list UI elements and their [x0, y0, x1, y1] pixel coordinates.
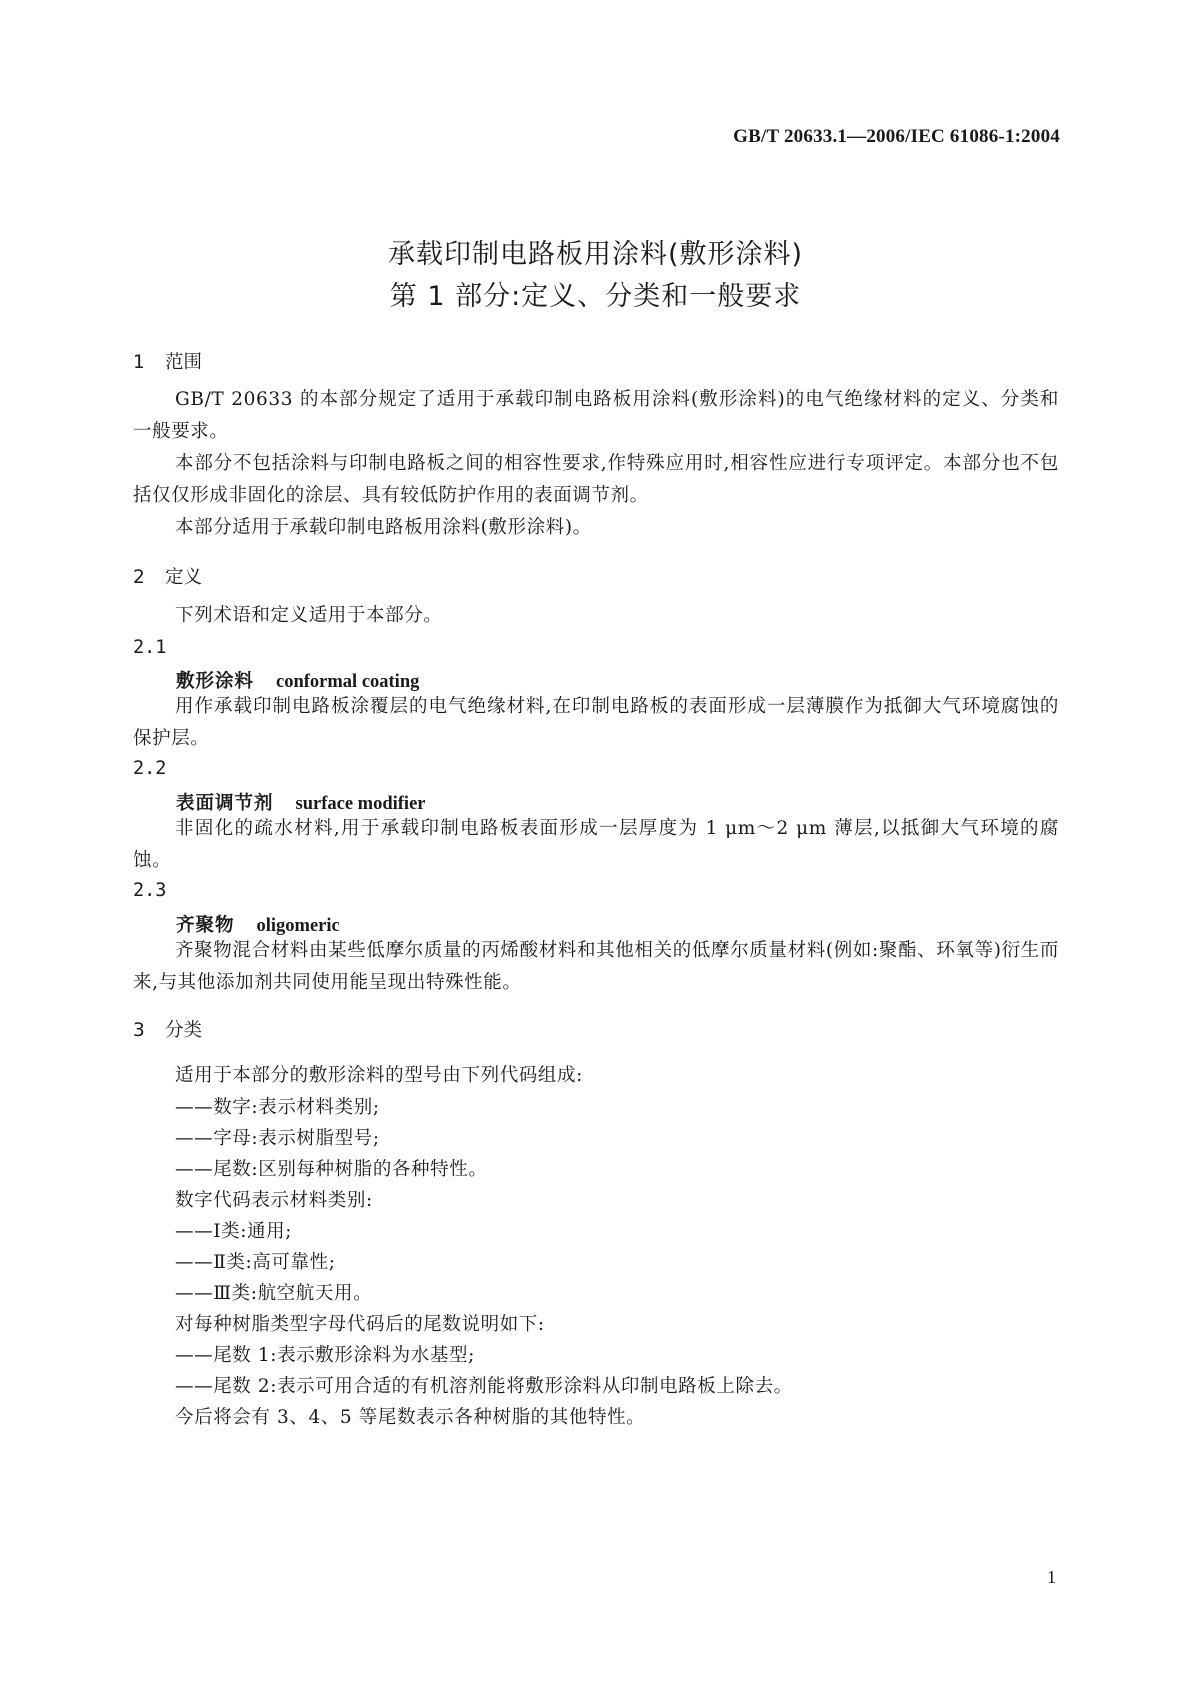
term-english: conformal coating	[276, 672, 420, 692]
classification-line: ——尾数 1:表示敷形涂料为水基型;	[175, 1345, 475, 1366]
term-english: oligomeric	[256, 916, 340, 936]
section-3-heading	[133, 1016, 202, 1042]
clause-number: 2.3	[133, 880, 167, 901]
classification-line: 对每种树脂类型字母代码后的尾数说明如下:	[175, 1314, 545, 1335]
term-chinese: 敷形涂料	[176, 671, 255, 692]
clause-number: 2.1	[133, 637, 167, 658]
section-2-heading	[133, 563, 202, 589]
section-1-paragraph: 本部分不包括涂料与印制电路板之间的相容性要求,作特殊应用时,相容性应进行专项评定。本部分也不包括仅仅形成非固化的涂层、具有较低防护作用的表面调节剂。	[133, 453, 1059, 506]
section-2-intro: 下列术语和定义适用于本部分。	[175, 605, 443, 626]
term-chinese: 表面调节剂	[176, 793, 274, 814]
section-1-paragraph: GB/T 20633 的本部分规定了适用于承载印制电路板用涂料(敷形涂料)的电气绝缘材料的定义、分类和一般要求。	[133, 389, 1059, 442]
classification-line: ——数字:表示材料类别;	[175, 1097, 380, 1118]
classification-line: ——Ⅱ类:高可靠性;	[175, 1252, 336, 1273]
document-title-line-2: 第 1 部分:定义、分类和一般要求	[389, 281, 802, 312]
section-title: 范围	[165, 352, 203, 373]
standard-code: GB/T 20633.1—2006/IEC 61086-1:2004	[733, 126, 1060, 147]
classification-line: 今后将会有 3、4、5 等尾数表示各种树脂的其他特性。	[175, 1407, 646, 1428]
document-title-line-1: 承载印制电路板用涂料(敷形涂料)	[387, 239, 804, 270]
section-number: 3	[133, 1020, 145, 1041]
classification-line: 适用于本部分的敷形涂料的型号由下列代码组成:	[175, 1065, 583, 1086]
term-entry	[176, 667, 419, 693]
term-english: surface modifier	[295, 794, 426, 814]
classification-line: ——尾数:区别每种树脂的各种特性。	[175, 1159, 488, 1180]
section-title: 分类	[165, 1020, 203, 1041]
section-title: 定义	[165, 567, 203, 588]
term-definition: 齐聚物混合材料由某些低摩尔质量的丙烯酸材料和其他相关的低摩尔质量材料(例如:聚酯、环氧等)衍生而来,与其他添加剂共同使用能呈现出特殊性能。	[133, 940, 1059, 993]
classification-line: ——Ⅰ类:通用;	[175, 1221, 293, 1242]
page-number: 1	[1047, 1567, 1056, 1587]
clause-number: 2.2	[133, 758, 167, 779]
section-number: 1	[133, 352, 145, 373]
classification-line: ——尾数 2:表示可用合适的有机溶剂能将敷形涂料从印制电路板上除去。	[175, 1376, 793, 1397]
term-definition: 非固化的疏水材料,用于承载印制电路板表面形成一层厚度为 1 μm～2 μm 薄层,以抵御大气环境的腐蚀。	[133, 818, 1059, 871]
classification-line: 数字代码表示材料类别:	[175, 1190, 373, 1211]
classification-line: ——字母:表示树脂型号;	[175, 1128, 380, 1149]
term-entry	[176, 911, 340, 937]
section-1-heading	[133, 348, 202, 374]
term-chinese: 齐聚物	[176, 915, 235, 936]
classification-line: ——Ⅲ类:航空航天用。	[175, 1283, 373, 1304]
term-definition: 用作承载印制电路板涂覆层的电气绝缘材料,在印制电路板的表面形成一层薄膜作为抵御大气环境腐蚀的保护层。	[133, 696, 1059, 749]
term-entry	[176, 789, 426, 815]
section-number: 2	[133, 567, 145, 588]
section-1-paragraph: 本部分适用于承载印制电路板用涂料(敷形涂料)。	[175, 517, 592, 538]
